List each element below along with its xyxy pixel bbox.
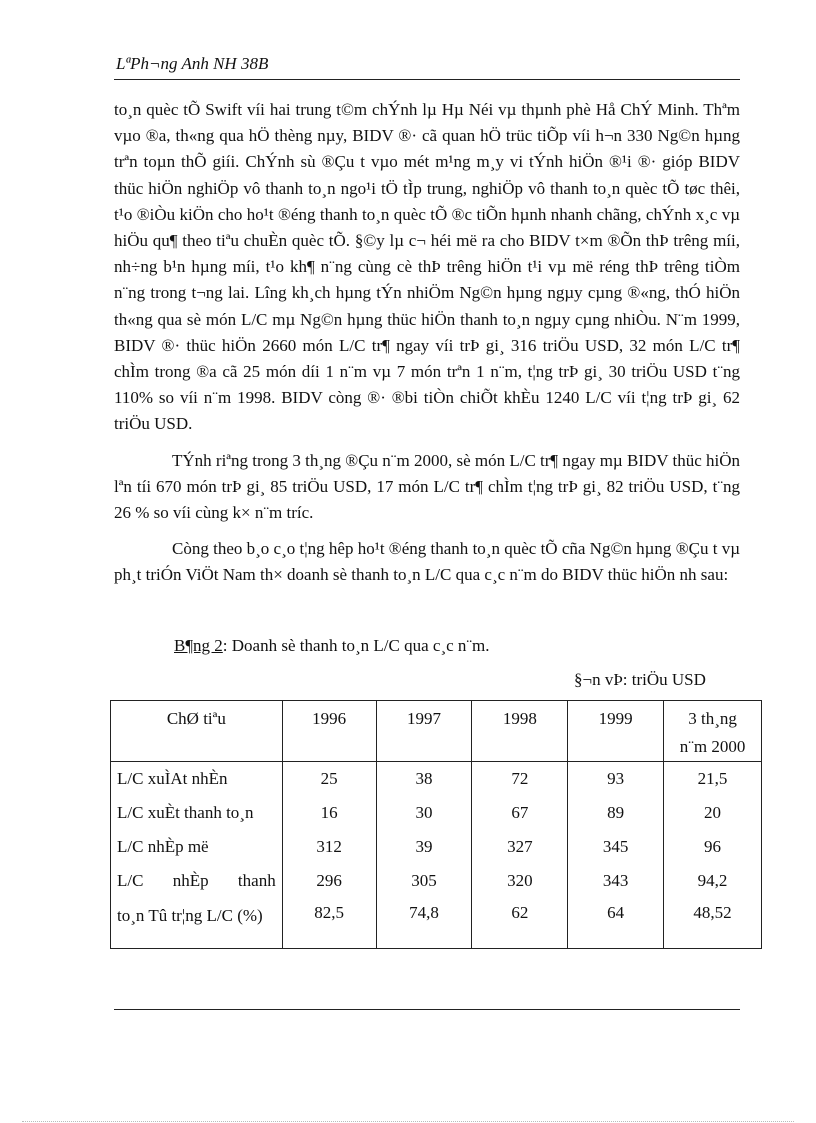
table-cell: 94,2	[697, 871, 728, 890]
table-cell: 74,8	[409, 903, 439, 922]
paragraph-3: Còng theo b¸o c¸o t¦ng hêp ho¹t ®éng thanh to¸n quèc tÕ cña Ng©n hµng ®Çu t vµ ph¸t triÓn ViÖt Nam th× doanh sè thanh to¸n L/C qua c¸c n¨m do BIDV thüc hiÖn nh sau:	[114, 539, 740, 585]
header-2000	[664, 701, 762, 762]
table-caption-label: B¶ng 2	[174, 636, 223, 655]
table-caption-text: : Doanh sè thanh to¸n L/C qua c¸c n¨m.	[222, 636, 490, 655]
table-cell: 25	[320, 769, 338, 788]
row-label: L/C nhÈp më	[117, 837, 209, 856]
unit-note: §¬n vÞ: triÖu USD	[574, 670, 706, 689]
table-cell: 38	[415, 769, 433, 788]
table-cell: 296	[316, 871, 342, 890]
table-cell: 343	[602, 871, 629, 890]
col-1999	[568, 762, 664, 949]
table-cell: 67	[511, 803, 529, 822]
data-table	[110, 700, 762, 949]
table-cell: 39	[415, 837, 433, 856]
table-cell: 327	[507, 837, 533, 856]
table-caption	[174, 636, 490, 656]
header-2000-line-1: 3 th¸ng	[688, 709, 737, 728]
row-labels-cell	[111, 762, 283, 949]
row-label: to¸n Tû tr¦ng L/C (%)	[117, 906, 263, 925]
header-1998: 1998	[472, 701, 568, 762]
table-cell: 312	[316, 837, 342, 856]
row-label: L/C xuÌAt nhÈn	[117, 769, 228, 788]
table-cell: 305	[411, 871, 437, 890]
table-cell: 64	[607, 903, 625, 922]
header-indicator: ChØ tiªu	[111, 701, 283, 762]
page-edge-dots	[22, 1121, 794, 1122]
table-cell: 72	[511, 769, 529, 788]
col-2000	[664, 762, 762, 949]
col-1998	[472, 762, 568, 949]
footer-rule	[114, 1009, 740, 1010]
header-1996: 1996	[282, 701, 376, 762]
table-header-row	[111, 701, 762, 762]
row-label: L/C nhÈp thanh	[117, 871, 276, 890]
col-1996	[282, 762, 376, 949]
table-cell: 21,5	[697, 769, 728, 788]
col-1997	[376, 762, 472, 949]
table-body	[111, 762, 762, 949]
table-cell: 82,5	[314, 903, 344, 922]
table-cell: 320	[507, 871, 533, 890]
table-cell: 20	[704, 803, 722, 822]
header-1997: 1997	[376, 701, 472, 762]
table-cell: 62	[511, 903, 529, 922]
table-cell: 48,52	[693, 903, 732, 922]
body-text	[114, 97, 740, 599]
table-cell: 96	[704, 837, 722, 856]
header-rule	[114, 79, 740, 80]
page-header: LªPh¬ng Anh NH 38B	[116, 54, 269, 73]
table-cell: 89	[607, 803, 625, 822]
table-cell: 30	[415, 803, 433, 822]
header-2000-line-2: n¨m 2000	[679, 737, 746, 756]
header-1999: 1999	[568, 701, 664, 762]
table-cell: 93	[607, 769, 625, 788]
table-cell: 16	[320, 803, 338, 822]
row-label: L/C xuÈt thanh to¸n	[117, 803, 254, 822]
paragraph-1: to¸n quèc tÕ Swift víi hai trung t©m chÝnh lµ Hµ Néi vµ thµnh phè Hå ChÝ Minh. Thªm vµo ®a, th«ng qua hÖ thèng nµy, BIDV ®· cã quan hÖ trüc tiÕp víi h¬n 330 Ng©n hµng trªn toµn thÕ giíi. ChÝnh sù ®Çu t vµo mét m¹ng m¸y vi tÝnh hiÖn ®¹i ®· gióp BIDV thüc hiÖn nghiÖp vô thanh to¸n ngo¹i tÖ tÌp trung, nghiÖp vô thanh to¸n quèc tÕ tøc thêi, t¹o ®iÒu kiÖn cho ho¹t ®éng thanh to¸n quèc tÕ ®c tiÕn hµnh nhanh chãng, chÝnh x¸c vµ hiÖu qu¶ theo tiªu chuÈn quèc tÕ. §©y lµ c¬ héi më ra cho BIDV t×m ®Õn thÞ trêng míi, nh÷ng b¹n hµng míi, t¹o kh¶ n¨ng cùng cè thÞ trêng hiÖn t¹i vµ më réng thÞ trêng tiÒm n¨ng trong t¬ng lai. Lîng kh¸ch hµng tÝn nhiÖm Ng©n hµng ngµy cµng ®«ng, thÓ hiÖn th«ng qua sè món L/C mµ Ng©n hµng thüc hiÖn thanh to¸n ngµy cµng nhiÒu. N¨m 1999, BIDV ®· thüc hiÖn 2660 món L/C tr¶ ngay víi trÞ gi¸ 316 triÖu USD, 32 món L/C tr¶ chÌm trong ®a cã 25 món díi 1 n¨m vµ 7 món trªn 1 n¨m, t¦ng trÞ gi¸ 30 triÖu USD t¨ng 110% so víi n¨m 1998. BIDV còng ®· ®bi tiÒn chiÕt khÈu 1240 L/C víi t¦ng trÞ gi¸ 62 triÖu USD.	[114, 100, 740, 434]
paragraph-2: TÝnh riªng trong 3 th¸ng ®Çu n¨m 2000, sè món L/C tr¶ ngay mµ BIDV thüc hiÖn lªn tíi 670 món trÞ gi¸ 85 triÖu USD, 17 món L/C tr¶ chÌm t¦ng trÞ gi¸ 82 triÖu USD, t¨ng 26 % so víi cùng k× n¨m tríc.	[114, 450, 740, 523]
table-cell: 345	[602, 837, 629, 856]
